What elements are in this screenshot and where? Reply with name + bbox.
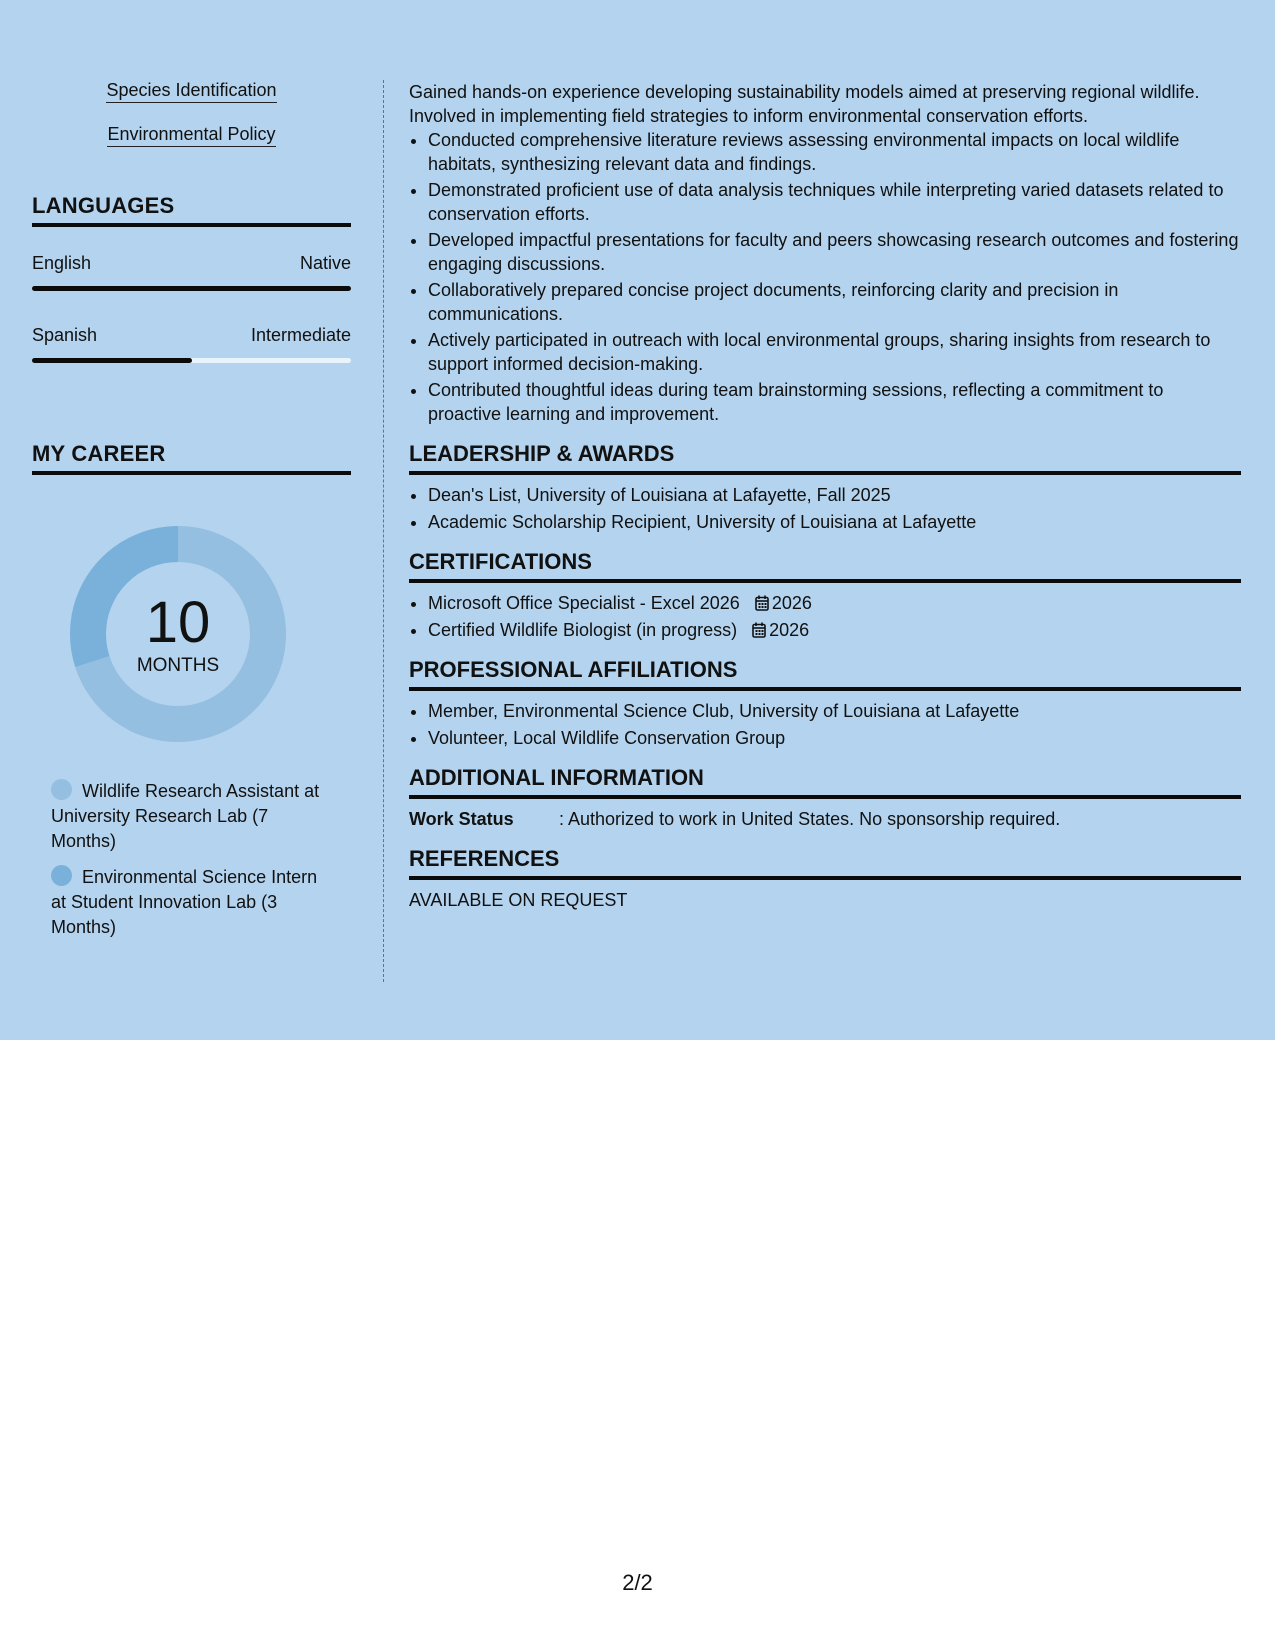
section-title: REFERENCES [409,847,1241,880]
language-bar-fill [32,286,351,291]
list-item: • Collaboratively prepared concise project documents, reinforcing clarity and precision in communications. [428,278,1241,326]
section-title: LEADERSHIP & AWARDS [409,442,1241,475]
certification-name: Certified Wildlife Biologist (in progress) [428,620,738,640]
language-level: Native [299,253,351,273]
legend-dot [51,865,72,886]
language-name: English [32,253,92,273]
section-title: CERTIFICATIONS [409,550,1241,583]
language-spanish [32,325,351,363]
left-column [32,80,351,951]
language-level: Intermediate [250,325,351,345]
career-legend-item [51,779,321,854]
page-number: 2/2 [622,1570,653,1595]
affiliations-section [409,658,1241,750]
career-total-value: 10 [145,590,211,655]
skill-tag: Environmental Policy [107,124,275,147]
list-item: • Volunteer, Local Wildlife Conservation Group [428,726,1241,750]
language-english [32,253,351,291]
certification-item [428,591,1241,615]
calendar-icon [752,622,766,638]
info-key: Work Status [409,809,514,829]
references-section [409,847,1241,912]
additional-section [409,766,1241,831]
career-donut-chart [63,519,293,749]
right-column [409,80,1241,912]
career-legend [51,779,321,940]
column-divider [383,80,384,982]
certification-item [428,618,1241,642]
language-bar [32,358,351,363]
career-title: MY CAREER [32,441,351,475]
certification-name: Microsoft Office Specialist - Excel 2026 [428,593,740,613]
certifications-section [409,550,1241,642]
experience-bullets [409,128,1241,426]
list-item: • Conducted comprehensive literature reviews assessing environmental impacts on local wildlife habitats, synthesizing relevant data and findings. [428,128,1241,176]
section-title: ADDITIONAL INFORMATION [409,766,1241,799]
list-item: • Demonstrated proficient use of data analysis techniques while interpreting varied datasets related to conservation efforts. [428,178,1241,226]
leadership-section [409,442,1241,534]
list-item: • Developed impactful presentations for faculty and peers showcasing research outcomes and fostering engaging discussions. [428,228,1241,276]
certification-year: 2026 [769,620,810,640]
list-item: • Contributed thoughtful ideas during team brainstorming sessions, reflecting a commitment to proactive learning and improvement. [428,378,1241,426]
language-bar [32,286,351,291]
list-item: • Actively participated in outreach with local environmental groups, sharing insights from research to support informed decision-making. [428,328,1241,376]
info-value: : Authorized to work in United States. No sponsorship required. [559,809,1061,829]
experience-summary: Gained hands-on experience developing sustainability models aimed at preserving regional wildlife. Involved in implementing field strategies to inform environmental conservation efforts. [409,82,1200,126]
calendar-icon [755,595,769,611]
list-item: • Member, Environmental Science Club, University of Louisiana at Lafayette [428,699,1241,723]
career-label: Environmental Science Intern at Student Innovation Lab (3 Months) [51,867,318,937]
career-legend-item [51,865,321,940]
language-bar-fill [32,358,192,363]
references-text: AVAILABLE ON REQUEST [409,890,628,910]
list-item: • Academic Scholarship Recipient, University of Louisiana at Lafayette [428,510,1241,534]
skill-tag: Species Identification [106,80,276,103]
career-label: Wildlife Research Assistant at University Research Lab (7 Months) [51,781,320,851]
languages-title: LANGUAGES [32,193,351,227]
legend-dot [51,779,72,800]
certification-year: 2026 [771,593,812,613]
section-title: PROFESSIONAL AFFILIATIONS [409,658,1241,691]
career-total-unit: MONTHS [136,655,220,676]
language-name: Spanish [32,325,98,345]
list-item: • Dean's List, University of Louisiana at Lafayette, Fall 2025 [428,483,1241,507]
